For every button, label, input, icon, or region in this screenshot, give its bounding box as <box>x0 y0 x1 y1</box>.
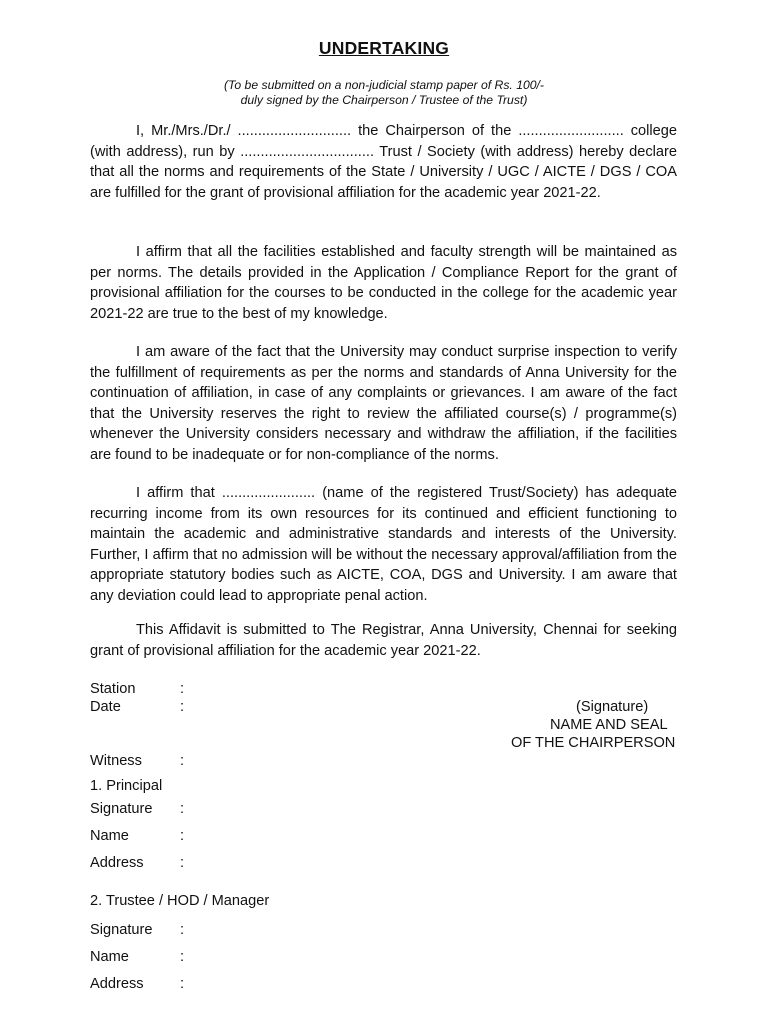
principal-address-field <box>90 854 184 872</box>
trustee-signature-field <box>90 921 184 939</box>
document-title: UNDERTAKING <box>318 38 450 58</box>
trustee-address-field <box>90 975 184 993</box>
date-label: Date <box>90 699 121 715</box>
principal-name-field <box>90 827 184 845</box>
trustee-address-colon: : <box>180 976 185 992</box>
trustee-signature-colon: : <box>180 922 185 938</box>
paragraph-facilities: I affirm that all the facilities established and faculty strength will be maintained as per norms. The details provided in the Application / Compliance Report for the grant of provisional affiliation for the courses to be conducted in the college for the academic year 2021-22 are true to the best of my knowledge. <box>90 244 677 322</box>
principal-name-label: Name <box>90 828 129 844</box>
station-label: Station <box>90 681 136 697</box>
date-field <box>90 698 184 716</box>
principal-name-colon: : <box>180 828 185 844</box>
subtitle-line-1: (To be submitted on a non-judicial stamp paper of Rs. 100/- <box>224 78 544 92</box>
paragraph-income: I affirm that ....................... (name of the registered Trust/Society) has adequate recurring income from its own resources for its continued and efficient functioning to maintain the academic and administrative standards and interests of the University. Further, I affirm that no admission will be without the necessary approval/affiliation from the appropriate statutory bodies such as AICTE, COA, DGS and University. I am aware that any deviation could lead to appropriate penal action. <box>90 485 677 604</box>
witness-label: Witness <box>90 753 142 769</box>
principal-signature-label: Signature <box>90 801 153 817</box>
trustee-name-colon: : <box>180 949 185 965</box>
principal-signature-field <box>90 800 184 818</box>
trustee-heading: 2. Trustee / HOD / Manager <box>90 893 270 909</box>
principal-address-label: Address <box>90 855 144 871</box>
trustee-name-field <box>90 948 184 966</box>
document-subtitle <box>0 78 768 108</box>
principal-heading: 1. Principal <box>90 778 163 794</box>
paragraph-affidavit: This Affidavit is submitted to The Registrar, Anna University, Chennai for seeking grant of provisional affiliation for the academic year 2021-22. <box>90 622 677 659</box>
name-and-seal-caption: NAME AND SEAL <box>550 717 668 733</box>
witness-colon: : <box>180 753 185 769</box>
date-colon: : <box>180 699 185 715</box>
station-field <box>90 680 184 698</box>
paragraph-declaration: I, Mr./Mrs./Dr./ ............................ the Chairperson of the .......................... college (with address), run by ................................. Trust / Society (with address) hereby declare that all the norms and requirements of the State / University / UGC / AICTE / DGS / COA are fulfilled for the grant of provisional affiliation for the academic year 2021-22. <box>90 123 677 201</box>
paragraph-inspection: I am aware of the fact that the University may conduct surprise inspection to verify the fulfillment of requirements as per the norms and standards of Anna University for the continuation of affiliation, in case of any complaints or grievances. I am aware of the fact that the University reserves the right to review the affiliated course(s) / programme(s) whenever the University considers necessary and withdraw the affiliation, if the facilities are found to be inadequate or for non-compliance of the norms. <box>90 344 677 463</box>
signature-caption: (Signature) <box>576 699 649 715</box>
station-colon: : <box>180 681 185 697</box>
principal-address-colon: : <box>180 855 185 871</box>
witness-field <box>90 752 184 770</box>
trustee-name-label: Name <box>90 949 129 965</box>
subtitle-line-2: duly signed by the Chairperson / Trustee of the Trust) <box>240 93 528 107</box>
trustee-address-label: Address <box>90 976 144 992</box>
chairperson-caption: OF THE CHAIRPERSON <box>511 735 676 751</box>
principal-signature-colon: : <box>180 801 185 817</box>
trustee-signature-label: Signature <box>90 922 153 938</box>
